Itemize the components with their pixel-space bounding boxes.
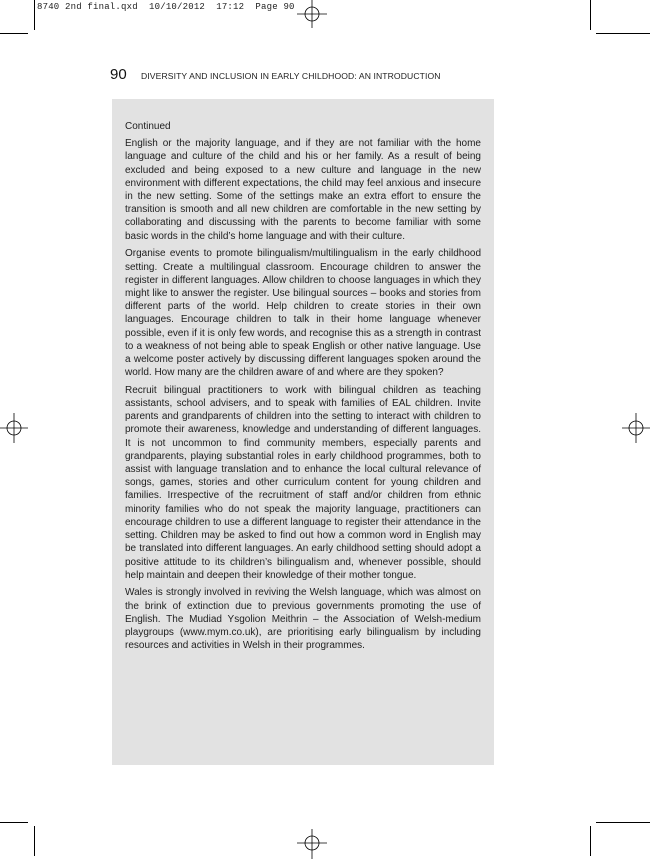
crop-mark: [0, 33, 28, 34]
paragraph: Wales is strongly involved in reviving the Welsh language, which was almost on the brink of extinction due to previous governments promoting the use of English. The Mudiad Ysgolion Meithrin – the Association of Welsh-medium playgroups (www.mym.co.uk), are prioritising early bilingualism by including resources and activities in Welsh in their programmes.: [125, 587, 481, 652]
registration-mark-left: [0, 413, 30, 443]
crop-mark: [596, 33, 650, 34]
registration-mark-right: [620, 413, 650, 443]
crop-mark: [34, 826, 35, 856]
crop-mark: [596, 822, 650, 823]
running-head: [110, 66, 500, 86]
registration-mark-bottom: [297, 829, 327, 859]
crop-mark: [0, 822, 28, 823]
page-number: 90: [110, 66, 127, 83]
crop-mark: [590, 0, 591, 30]
box-content: [125, 120, 481, 657]
continued-label: Continued: [125, 121, 171, 132]
printer-slug-line: 8740 2nd final.qxd 10/10/2012 17:12 Page 90: [37, 2, 295, 12]
continued-box: [112, 99, 494, 765]
crop-mark: [34, 0, 35, 30]
running-title: DIVERSITY AND INCLUSION IN EARLY CHILDHOOD: AN INTRODUCTION: [141, 71, 441, 81]
paragraph: Recruit bilingual practitioners to work with bilingual children as teaching assistants, school advisers, and to speak with families of EAL children. Invite parents and grandparents of children into the setting to interact with children to promote their awareness, knowledge and understanding of different languages. It is not uncommon to find community members, especially parents and grandparents, playing substantial roles in early childhood programmes, both to assist with language translation and to enhance the local cultural relevance of songs, games, stories and other curriculum content for young children and families. Irrespective of the recruitment of staff and/or children from ethnic minority families who do not speak the majority language, practitioners can encourage children to use a different language to register their attendance in the setting. Children may be asked to find out how a common word in English may be translated into different languages. An early childhood setting should adopt a positive attitude to its children’s bilingualism and, whenever possible, should help maintain and deepen their knowledge of their mother tongue.: [125, 384, 481, 581]
paragraph: English or the majority language, and if they are not familiar with the home language and culture of the child and his or her family. As a result of being excluded and being exposed to a new culture and language in the new environment with different expectations, the child may feel anxious and insecure in the new setting. Some of the settings make an extra effort to ensure the transition is smooth and all new children are comfortable in the new setting by collaborating and discussing with the parents to become familiar with some basic words in the child’s home language and with their culture.: [125, 138, 481, 242]
crop-mark: [590, 826, 591, 856]
paragraph: Organise events to promote bilingualism/multilingualism in the early childhood setting. Create a multilingual classroom. Encourage children to answer the register in different languages. Allow children to choose languages in which they might like to answer the register. Use bilingual sources – books and stories from different parts of the world. Help children to create stories in their own languages. Encourage children to talk in their home language whenever possible, even if it is only few words, and recognise this as a strength in contrast to a weakness of not being able to speak English or other native language. Use a welcome poster actively by discussing different languages spoken around the world. How many are the children aware of and where are they spoken?: [125, 248, 481, 379]
registration-mark-top: [297, 0, 327, 30]
